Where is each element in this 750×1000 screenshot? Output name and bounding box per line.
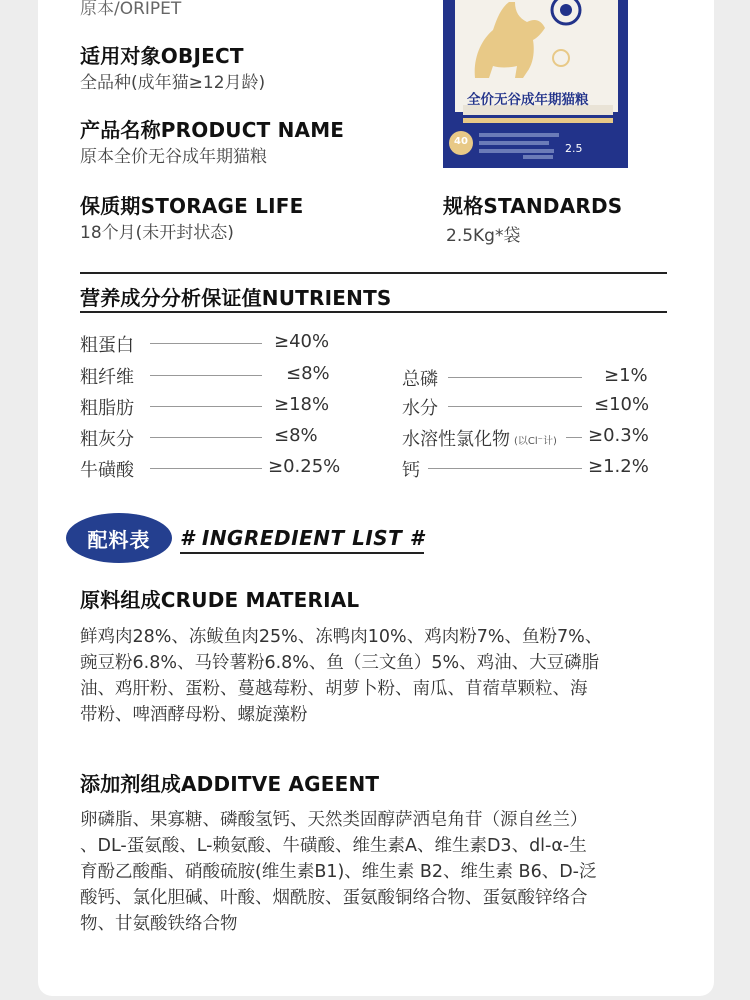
object-heading: 适用对象OBJECT — [80, 44, 244, 68]
product-name-heading: 产品名称PRODUCT NAME — [80, 118, 345, 142]
nutrient-name: 水分 — [402, 398, 438, 419]
nutrient-name: 钙 — [402, 460, 420, 481]
crude-material-text — [80, 624, 602, 728]
nutrient-name: 粗灰分 — [80, 429, 134, 450]
nutrient-name: 总磷 — [402, 369, 438, 390]
storage-value: 18个月(未开封状态) — [80, 223, 234, 243]
nutrient-value: ≥1% — [604, 365, 648, 386]
leader-line — [150, 406, 262, 407]
product-package-image — [443, 0, 628, 168]
additive-line: 酸钙、氯化胆碱、叶酸、烟酰胺、蛋氨酸铜络合物、蛋氨酸锌络合 — [80, 888, 588, 908]
standards-value: 2.5Kg*袋 — [446, 226, 521, 246]
leader-line — [448, 377, 582, 378]
nutrient-value: ≤10% — [594, 394, 650, 415]
additive-line: 卵磷脂、果寡糖、磷酸氢钙、天然类固醇萨洒皂角苷（源自丝兰） — [80, 810, 588, 830]
additive-line: 育酚乙酸酯、硝酸硫胺(维生素B1)、维生素 B2、维生素 B6、D-泛 — [80, 862, 597, 882]
package-weight: 2.5 — [565, 142, 583, 155]
nutrient-value: ≤8% — [274, 425, 318, 446]
nutrient-name: 水溶性氯化物 — [402, 429, 510, 450]
nutrient-note: (以Cl⁻计) — [514, 436, 557, 447]
nutrients-bottom-rule — [80, 311, 667, 313]
nutrient-value: ≤8% — [286, 363, 330, 384]
nutrients-top-rule — [80, 272, 667, 274]
nutrient-name: 粗蛋白 — [80, 335, 134, 356]
additive-line: 、DL-蛋氨酸、L-赖氨酸、牛磺酸、维生素A、维生素D3、dl-α-生 — [80, 836, 587, 856]
leader-line — [428, 468, 582, 469]
additive-line: 物、甘氨酸铁络合物 — [80, 914, 238, 934]
brand-text: 原本/ORIPET — [80, 0, 182, 19]
leader-line — [150, 375, 262, 376]
crude-line: 鲜鸡肉28%、冻鲅鱼肉25%、冻鸭肉10%、鸡肉粉7%、鱼粉7%、 — [80, 627, 603, 647]
nutrient-value: ≥18% — [274, 394, 330, 415]
ingredient-badge: 配料表 — [66, 513, 172, 563]
crude-line: 油、鸡肝粉、蛋粉、蔓越莓粉、胡萝卜粉、南瓜、苜蓿草颗粒、海 — [80, 679, 588, 699]
crude-line: 豌豆粉6.8%、马铃薯粉6.8%、鱼（三文鱼）5%、鸡油、大豆磷脂 — [80, 653, 600, 673]
package-badge: 40 — [454, 136, 468, 147]
leader-line — [448, 406, 582, 407]
product-name-value: 原本全价无谷成年期猫粮 — [80, 147, 267, 167]
storage-heading: 保质期STORAGE LIFE — [80, 194, 304, 218]
crude-material-heading: 原料组成CRUDE MATERIAL — [80, 588, 360, 612]
additive-heading: 添加剂组成ADDITVE AGEENT — [80, 772, 380, 796]
package-title: 全价无谷成年期猫粮 — [467, 92, 589, 108]
nutrient-name: 牛磺酸 — [80, 460, 134, 481]
nutrient-value: ≥40% — [274, 331, 330, 352]
standards-heading: 规格STANDARDS — [443, 194, 623, 218]
additive-text — [80, 807, 597, 937]
leader-line — [150, 468, 262, 469]
leader-line — [150, 437, 262, 438]
ingredient-list-title: # INGREDIENT LIST # — [180, 526, 424, 554]
nutrients-heading: 营养成分分析保证值NUTRIENTS — [80, 286, 392, 310]
leader-line — [566, 437, 582, 438]
object-value: 全品种(成年猫≥12月龄) — [80, 73, 266, 93]
nutrient-name: 粗纤维 — [80, 367, 134, 388]
cat-food-bag-illustration — [443, 0, 628, 168]
leader-line — [150, 343, 262, 344]
nutrient-value: ≥1.2% — [588, 456, 649, 477]
nutrient-name: 粗脂肪 — [80, 398, 134, 419]
crude-line: 带粉、啤酒酵母粉、螺旋藻粉 — [80, 705, 308, 725]
nutrient-value: ≥0.25% — [268, 456, 341, 477]
nutrient-value: ≥0.3% — [588, 425, 649, 446]
